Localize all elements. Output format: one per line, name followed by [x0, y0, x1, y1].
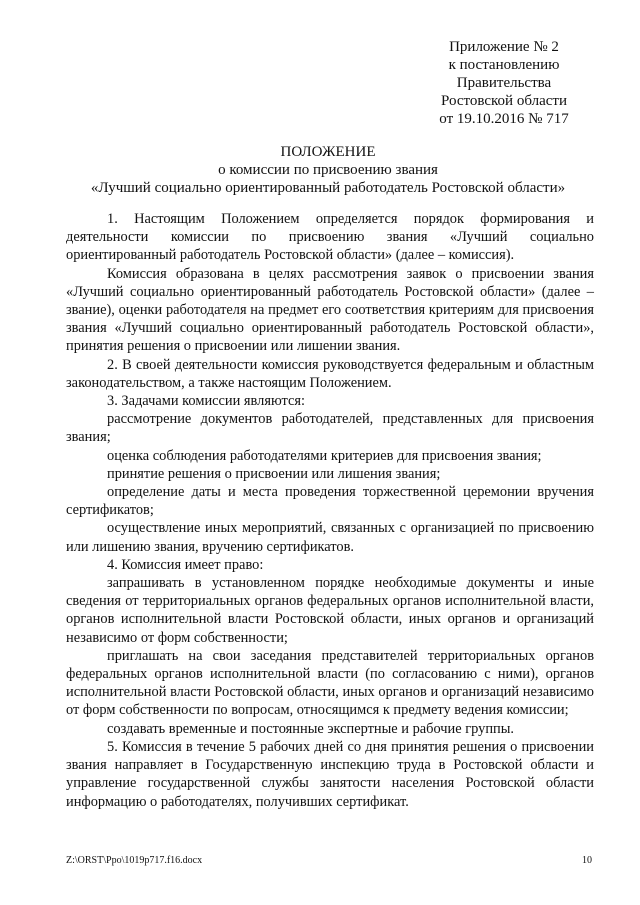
paragraph: принятие решения о присвоении или лишения звания; — [107, 465, 441, 482]
appendix-line: Правительства — [456, 75, 552, 91]
paragraph: Комиссия образована в целях рассмотрения заявок о присвоении звания «Лучший социально ориентированный работодатель Ростовской области» (далее – звание), оценки работодателя на предмет его соответствия критериям для присвоения звания «Лучший социально ориентированный работодатель Ростовской области», принятия решения о присвоении или лишении звания. — [66, 265, 594, 355]
appendix-line: Приложение № 2 — [449, 39, 559, 55]
paragraph: 5. Комиссия в течение 5 рабочих дней со дня принятия решения о присвоении звания направляет в Государственную инспекцию труда в Ростовской области и управление государственной службы занятости населения Ростовской области информацию о работодателях, получивших сертификат. — [66, 738, 594, 810]
document-body — [66, 210, 594, 811]
appendix-line: Ростовской области — [441, 93, 567, 109]
footer-file-path: Z:\ORST\Ppo\1019p717.f16.docx — [66, 855, 203, 866]
title-subtitle: о комиссии по присвоению звания — [218, 162, 438, 178]
paragraph: осуществление иных мероприятий, связанных с организацией по присвоению или лишению звания, вручению сертификатов. — [66, 520, 594, 555]
paragraph: рассмотрение документов работодателей, представленных для присвоения звания; — [66, 411, 594, 446]
paragraph: оценка соблюдения работодателями критериев для присвоения звания; — [107, 447, 542, 464]
appendix-header — [420, 38, 588, 128]
title-subtitle: «Лучший социально ориентированный работодатель Ростовской области» — [90, 180, 566, 196]
page-number: 10 — [582, 855, 592, 866]
paragraph: приглашать на свои заседания представителей территориальных органов федеральных органов исполнительной власти (по согласованию с ними), органов исполнительной власти Ростовской области, иных органов и организаций независимо от форм собственности по вопросам, относящимся к предмету ведения комиссии; — [66, 647, 594, 719]
document-title — [60, 143, 596, 197]
appendix-line: к постановлению — [448, 57, 560, 73]
paragraph: 3. Задачами комиссии являются: — [107, 393, 305, 410]
paragraph: 2. В своей деятельности комиссия руководствуется федеральным и областным законодательством, а также настоящим Положением. — [66, 356, 594, 391]
paragraph: 4. Комиссия имеет право: — [107, 556, 264, 573]
title-heading: ПОЛОЖЕНИЕ — [280, 144, 376, 160]
appendix-line: от 19.10.2016 № 717 — [439, 111, 569, 127]
paragraph: запрашивать в установленном порядке необходимые документы и иные сведения от территориальных органов федеральных органов исполнительной власти, органов исполнительной власти Ростовской области, иных органов и организаций независимо от форм собственности; — [66, 575, 594, 646]
paragraph: создавать временные и постоянные экспертные и рабочие группы. — [107, 720, 515, 737]
paragraph: 1. Настоящим Положением определяется порядок формирования и деятельности комиссии по присвоению звания «Лучший социально ориентированный работодатель Ростовской области» (далее – комиссия). — [66, 211, 594, 264]
paragraph: определение даты и места проведения торжественной церемонии вручения сертификатов; — [66, 484, 594, 519]
